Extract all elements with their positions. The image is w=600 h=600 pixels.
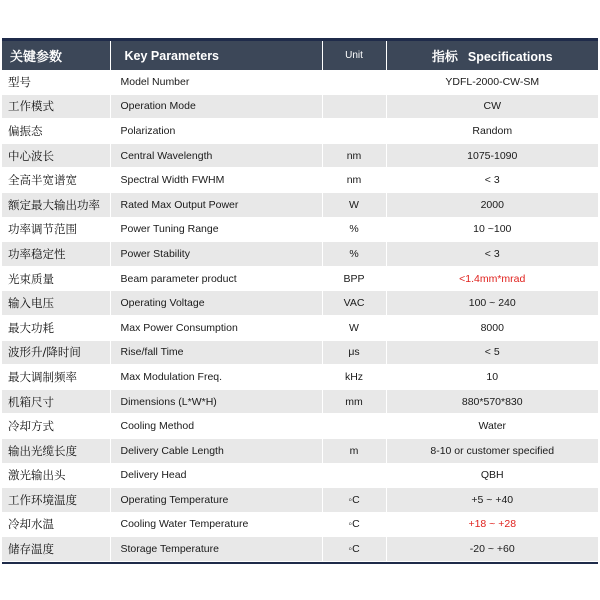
param-en-label: Max Modulation Freq. xyxy=(110,365,322,390)
param-cn-label: 功率稳定性 xyxy=(2,242,110,267)
param-en-label: Operating Voltage xyxy=(110,291,322,316)
param-spec-value: 8-10 or customer specified xyxy=(386,438,598,463)
param-spec-value: -20 ~ +60 xyxy=(386,537,598,562)
param-en-label: Operating Temperature xyxy=(110,488,322,513)
param-spec-value: 10 xyxy=(386,365,598,390)
param-en-label: Rise/fall Time xyxy=(110,340,322,365)
param-en-label: Cooling Water Temperature xyxy=(110,512,322,537)
param-en-label: Beam parameter product xyxy=(110,266,322,291)
param-unit: % xyxy=(322,217,386,242)
param-unit xyxy=(322,463,386,488)
param-en-label: Operation Mode xyxy=(110,94,322,119)
table-row xyxy=(2,192,598,217)
table-row xyxy=(2,143,598,168)
param-en-label: Rated Max Output Power xyxy=(110,192,322,217)
param-unit xyxy=(322,70,386,94)
param-cn-label: 储存温度 xyxy=(2,537,110,562)
header-specifications xyxy=(386,41,598,70)
param-unit: mm xyxy=(322,389,386,414)
table-row xyxy=(2,438,598,463)
param-en-label: Polarization xyxy=(110,119,322,144)
table-row xyxy=(2,463,598,488)
param-unit xyxy=(322,94,386,119)
header-unit: Unit xyxy=(322,41,386,70)
param-en-label: Delivery Cable Length xyxy=(110,438,322,463)
param-unit: VAC xyxy=(322,291,386,316)
table-row xyxy=(2,389,598,414)
param-cn-label: 最大调制频率 xyxy=(2,365,110,390)
table-row xyxy=(2,315,598,340)
param-cn-label: 最大功耗 xyxy=(2,315,110,340)
param-en-label: Dimensions (L*W*H) xyxy=(110,389,322,414)
param-unit: m xyxy=(322,438,386,463)
param-cn-label: 冷却方式 xyxy=(2,414,110,439)
table-row xyxy=(2,488,598,513)
param-en-label: Storage Temperature xyxy=(110,537,322,562)
param-unit: % xyxy=(322,242,386,267)
table-row xyxy=(2,537,598,562)
param-spec-value: Water xyxy=(386,414,598,439)
param-unit: ◦C xyxy=(322,512,386,537)
param-cn-label: 波形升/降时间 xyxy=(2,340,110,365)
param-cn-label: 偏振态 xyxy=(2,119,110,144)
param-spec-value: < 3 xyxy=(386,168,598,193)
param-en-label: Power Tuning Range xyxy=(110,217,322,242)
param-en-label: Cooling Method xyxy=(110,414,322,439)
param-cn-label: 中心波长 xyxy=(2,143,110,168)
param-spec-value: 100 ~ 240 xyxy=(386,291,598,316)
table-row xyxy=(2,119,598,144)
param-cn-label: 输出光缆长度 xyxy=(2,438,110,463)
param-cn-label: 工作模式 xyxy=(2,94,110,119)
param-spec-value: 2000 xyxy=(386,192,598,217)
param-unit: ◦C xyxy=(322,537,386,562)
table-row xyxy=(2,70,598,94)
param-en-label: Central Wavelength xyxy=(110,143,322,168)
param-spec-value: 880*570*830 xyxy=(386,389,598,414)
param-cn-label: 工作环境温度 xyxy=(2,488,110,513)
param-cn-label: 输入电压 xyxy=(2,291,110,316)
param-en-label: Model Number xyxy=(110,70,322,94)
param-unit xyxy=(322,119,386,144)
param-cn-label: 额定最大输出功率 xyxy=(2,192,110,217)
table-row xyxy=(2,512,598,537)
param-spec-value: 8000 xyxy=(386,315,598,340)
param-spec-value: Random xyxy=(386,119,598,144)
param-en-label: Max Power Consumption xyxy=(110,315,322,340)
table-row xyxy=(2,340,598,365)
param-spec-value: +5 ~ +40 xyxy=(386,488,598,513)
param-unit xyxy=(322,414,386,439)
header-key-parameters: Key Parameters xyxy=(110,41,322,70)
table-row xyxy=(2,94,598,119)
param-unit: ◦C xyxy=(322,488,386,513)
param-spec-value: <1.4mm*mrad xyxy=(386,266,598,291)
parameter-table xyxy=(2,41,598,562)
param-spec-value: YDFL-2000-CW-SM xyxy=(386,70,598,94)
table-row xyxy=(2,217,598,242)
param-en-label: Spectral Width FWHM xyxy=(110,168,322,193)
table-row xyxy=(2,291,598,316)
param-cn-label: 功率调节范围 xyxy=(2,217,110,242)
param-cn-label: 冷却水温 xyxy=(2,512,110,537)
header-cn: 关键参数 xyxy=(2,41,110,70)
param-cn-label: 型号 xyxy=(2,70,110,94)
bottom-rule xyxy=(2,562,598,564)
param-unit: kHz xyxy=(322,365,386,390)
table-row xyxy=(2,168,598,193)
param-unit: nm xyxy=(322,168,386,193)
param-unit: W xyxy=(322,192,386,217)
param-spec-value: QBH xyxy=(386,463,598,488)
table-row xyxy=(2,414,598,439)
param-unit: nm xyxy=(322,143,386,168)
param-cn-label: 光束质量 xyxy=(2,266,110,291)
param-en-label: Power Stability xyxy=(110,242,322,267)
param-unit: W xyxy=(322,315,386,340)
param-spec-value: < 5 xyxy=(386,340,598,365)
param-cn-label: 机箱尺寸 xyxy=(2,389,110,414)
param-spec-value: +18 ~ +28 xyxy=(386,512,598,537)
header-spec-cn: 指标 xyxy=(431,49,458,64)
param-unit: BPP xyxy=(322,266,386,291)
param-spec-value: 1075-1090 xyxy=(386,143,598,168)
table-row xyxy=(2,242,598,267)
header-row xyxy=(2,41,598,70)
param-cn-label: 激光输出头 xyxy=(2,463,110,488)
param-unit: μs xyxy=(322,340,386,365)
param-en-label: Delivery Head xyxy=(110,463,322,488)
param-spec-value: 10 ~100 xyxy=(386,217,598,242)
param-cn-label: 全高半宽谱宽 xyxy=(2,168,110,193)
table-row xyxy=(2,266,598,291)
param-spec-value: < 3 xyxy=(386,242,598,267)
param-spec-value: CW xyxy=(386,94,598,119)
table-row xyxy=(2,365,598,390)
header-spec-en: Specifications xyxy=(467,50,553,64)
spec-sheet xyxy=(2,38,598,564)
